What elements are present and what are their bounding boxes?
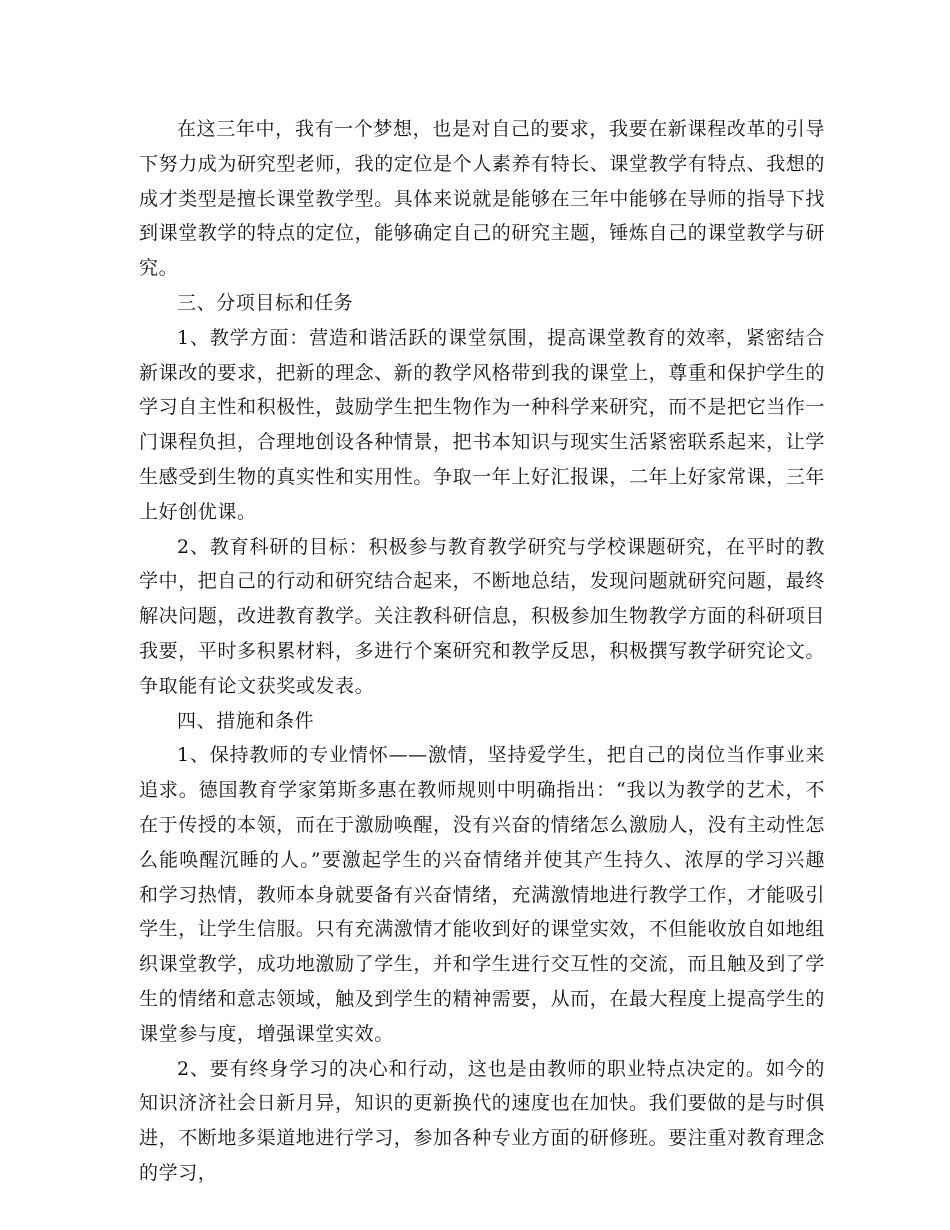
document-body <box>139 112 825 1191</box>
paragraph-teaching-goal: 1、教学方面：营造和谐活跃的课堂氛围，提高课堂教育的效率，紧密结合新课改的要求，把新的理念、新的教学风格带到我的课堂上，尊重和保护学生的学习自主性和积极性，鼓励学生把生物作为一种科学来研究，而不是把它当作一门课程负担，合理地创设各种情景，把书本知识与现实生活紧密联系起来，让学生感受到生物的真实性和实用性。争取一年上好汇报课，二年上好家常课，三年上好创优课。 <box>139 326 826 523</box>
section-heading-measures: 四、措施和条件 <box>177 709 315 732</box>
paragraph-passion: 1、保持教师的专业情怀——激情，坚持爱学生，把自己的岗位当作事业来追求。德国教育学家第斯多惠在教师规则中明确指出：“我以为教学的艺术，不在于传授的本领，而在于激励唤醒，没有兴奋的情绪怎么激励人，没有主动性怎么能唤醒沉睡的人。”要激起学生的兴奋情绪并使其产生持久、浓厚的学习兴趣和学习热情，教师本身就要备有兴奋情绪，充满激情地进行教学工作，才能吸引学生，让学生信服。只有充满激情才能收到好的课堂实效，不但能收放自如地组织课堂教学，成功地激励了学生，并和学生进行交互性的交流，而且触及到了学生的情绪和意志领域，触及到学生的精神需要，从而，在最大程度上提高学生的课堂参与度，增强课堂实效。 <box>139 744 826 1045</box>
paragraph-dream: 在这三年中，我有一个梦想，也是对自己的要求，我要在新课程改革的引导下努力成为研究型老师，我的定位是个人素养有特长、课堂教学有特点、我想的成才类型是擅长课堂教学型。具体来说就是能够在三年中能够在导师的指导下找到课堂教学的特点的定位，能够确定自己的研究主题，锤炼自己的课堂教学与研究。 <box>139 118 826 280</box>
paragraph-lifelong-learning: 2、要有终身学习的决心和行动，这也是由教师的职业特点决定的。如今的知识济济社会日新月异，知识的更新换代的速度也在加快。我们要做的是与时俱进，不断地多渠道地进行学习，参加各种专业方面的研修班。要注重对教育理念的学习， <box>139 1057 826 1184</box>
section-heading-goals: 三、分项目标和任务 <box>177 291 354 314</box>
paragraph-research-goal: 2、教育科研的目标：积极参与教育教学研究与学校课题研究，在平时的教学中，把自己的行动和研究结合起来，不断地总结，发现问题就研究问题，最终解决问题，改进教育教学。关注教科研信息，积极参加生物教学方面的科研项目我要，平时多积累材料，多进行个案研究和教学反思，积极撰写教学研究论文。争取能有论文获奖或发表。 <box>139 535 826 697</box>
